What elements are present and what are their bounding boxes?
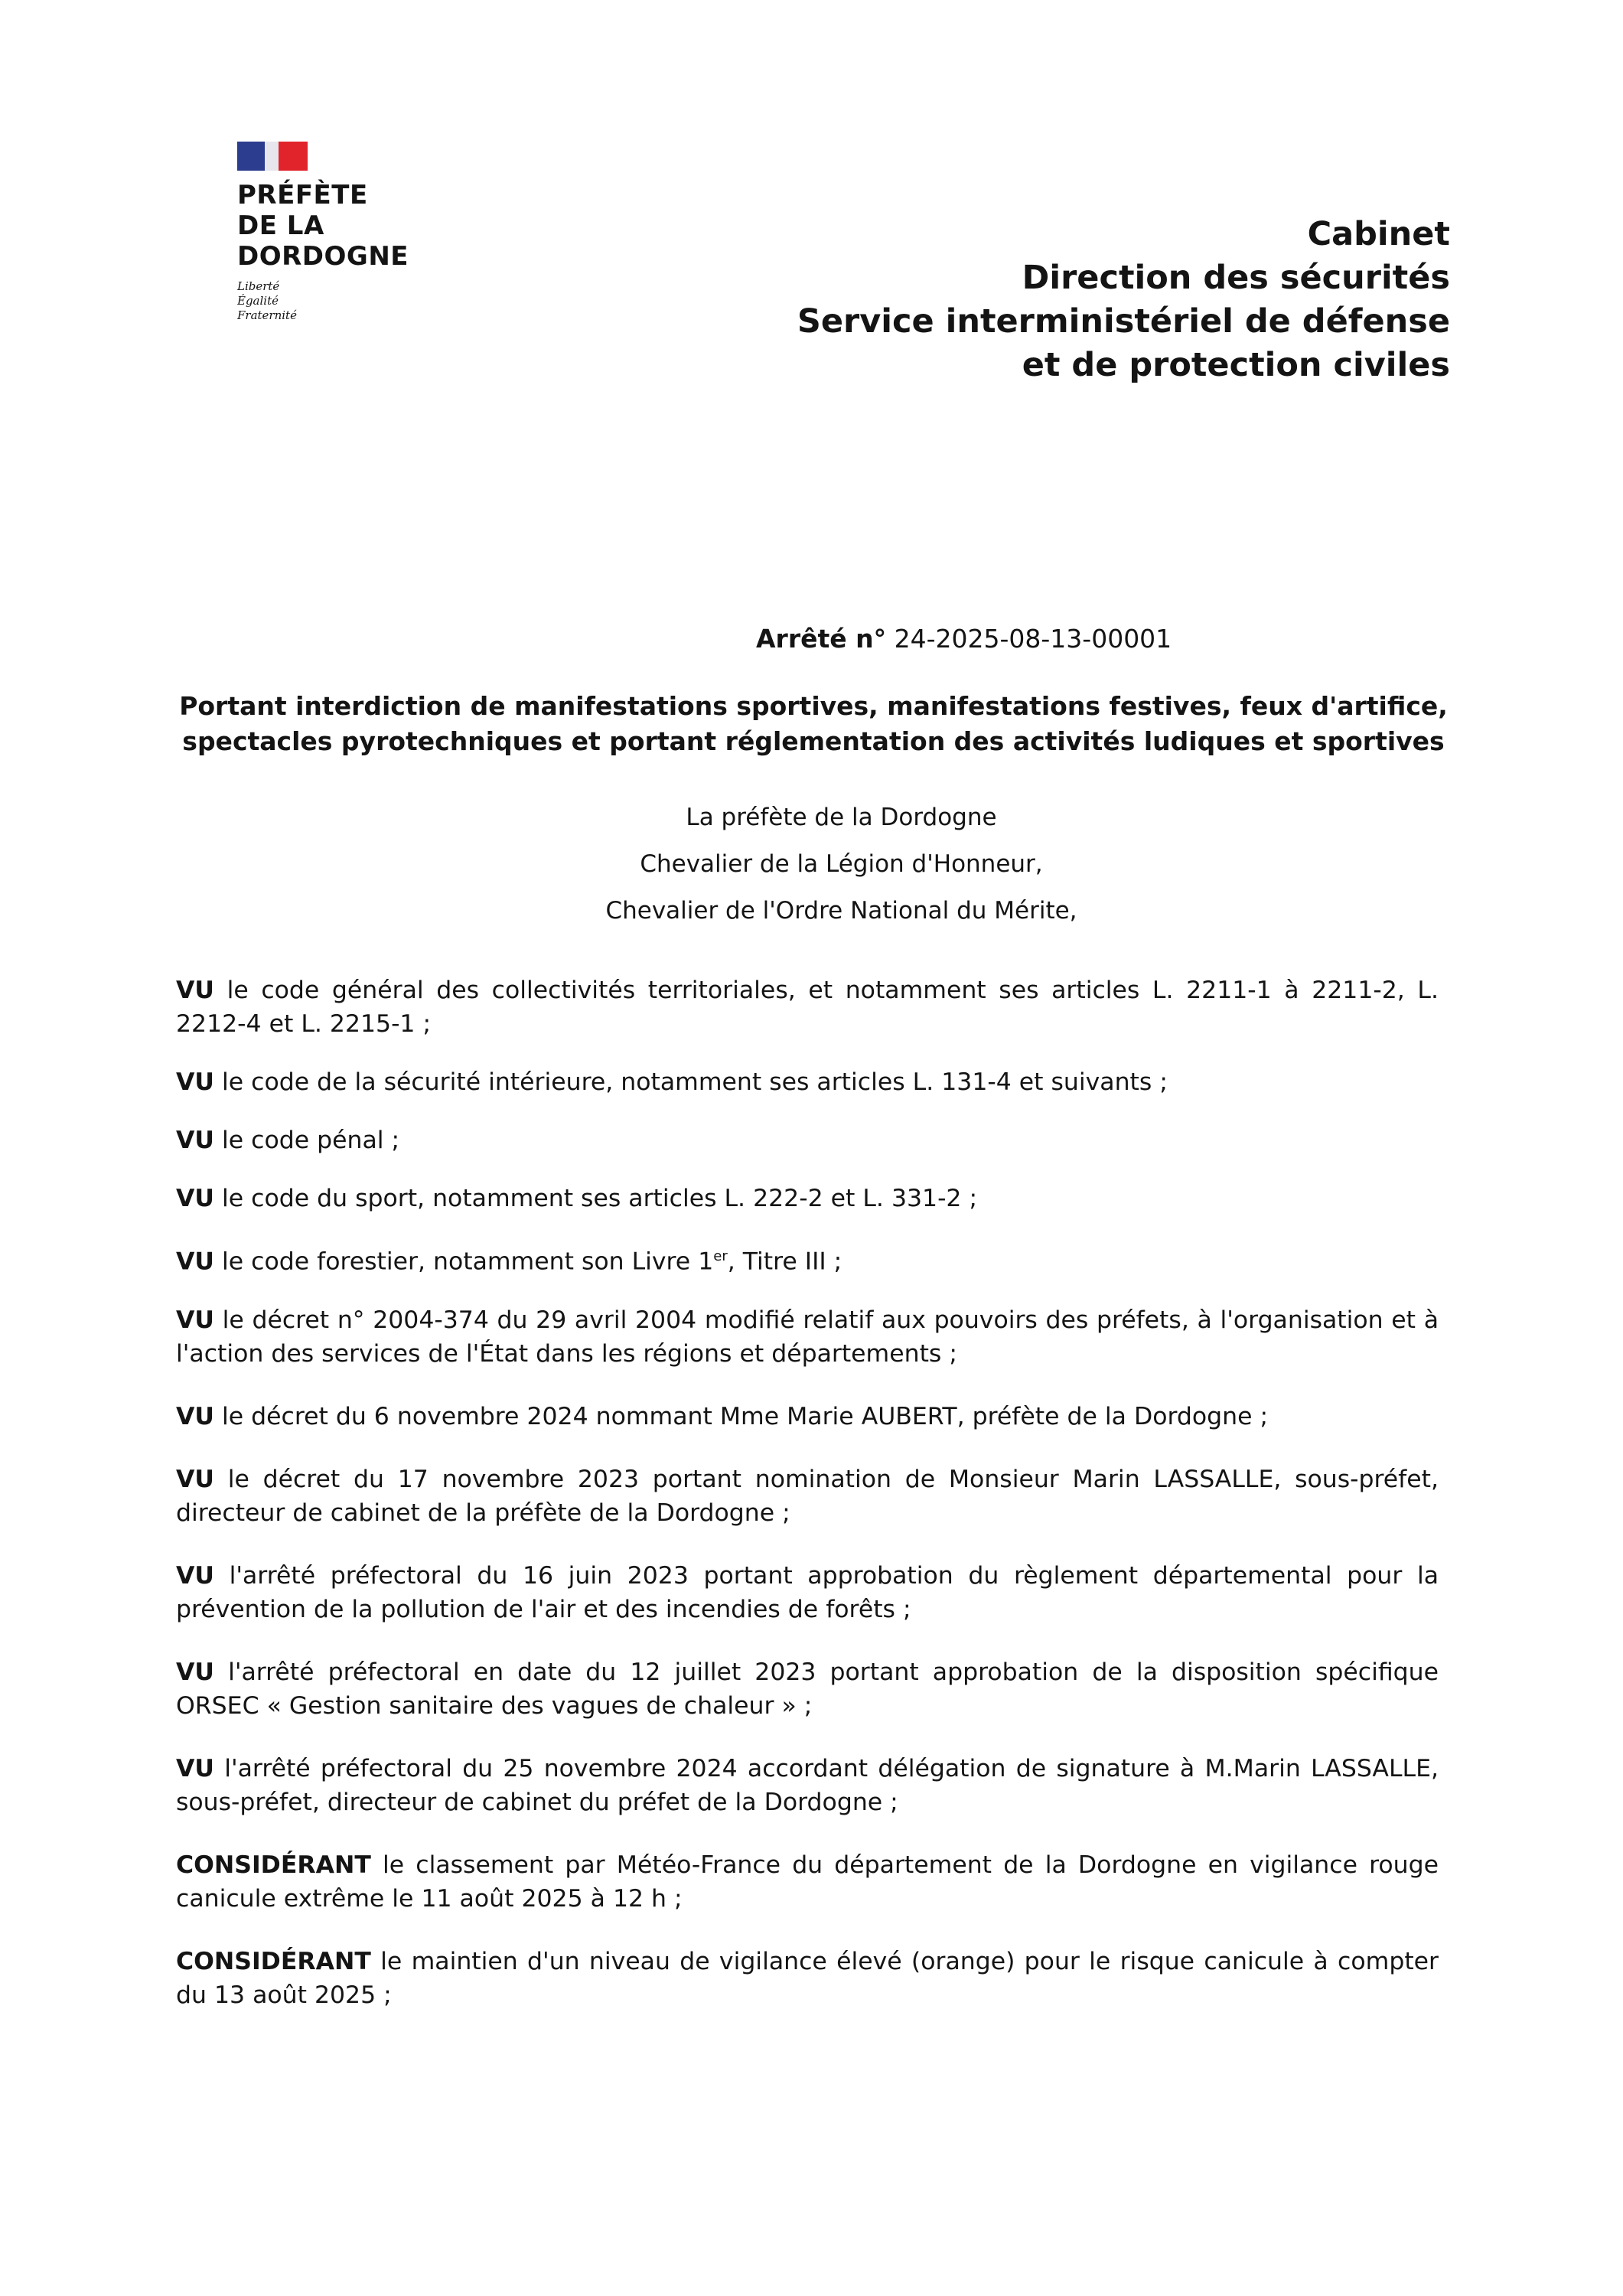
visa-text: l'arrêté préfectoral du 25 novembre 2024 accordant délégation de signature à M.Marin LASSALLE, sous-préfet, directeur de cabinet du préfet de la Dordogne ; xyxy=(176,1754,1439,1816)
prefect-titles xyxy=(0,794,1623,934)
visa-keyword: VU xyxy=(176,977,214,1004)
motto-egalite: Égalité xyxy=(237,294,279,308)
visa-keyword: VU xyxy=(176,1658,214,1686)
prefecture-logo xyxy=(237,142,409,323)
visa-paragraph xyxy=(176,1303,1439,1371)
visa-paragraph xyxy=(176,1400,1439,1433)
motto-fraternite: Fraternité xyxy=(237,308,297,322)
logo-line-1: PRÉFÈTE xyxy=(237,180,368,210)
considerant-paragraph xyxy=(176,1848,1439,1916)
visa-text: l'arrêté préfectoral en date du 12 juillet 2023 portant approbation de la disposition spécifique ORSEC « Gestion sanitaire des vagues de chaleur » ; xyxy=(176,1658,1439,1720)
service-line-2: Direction des sécurités xyxy=(1022,259,1450,297)
visa-text: l'arrêté préfectoral du 16 juin 2023 portant approbation du règlement départemental pour la prévention de la pollution de l'air et des incendies de forêts ; xyxy=(176,1561,1439,1623)
considerant-keyword: CONSIDÉRANT xyxy=(176,1851,371,1879)
visa-paragraph xyxy=(176,1559,1439,1626)
arrete-number: 24-2025-08-13-00001 xyxy=(894,624,1172,654)
visa-text: le code de la sécurité intérieure, notamment ses articles L. 131-4 et suivants ; xyxy=(221,1068,1168,1096)
logo-line-3: DORDOGNE xyxy=(237,241,409,272)
visa-text: le code du sport, notamment ses articles L. 222-2 et L. 331-2 ; xyxy=(221,1185,978,1212)
visa-paragraph xyxy=(176,1752,1439,1819)
visa-paragraph xyxy=(176,1240,1439,1279)
visa-text: le code général des collectivités territoriales, et notamment ses articles L. 2211-1 à 2211-2, L. 2212-4 et L. 2215-1 ; xyxy=(176,977,1439,1038)
visa-text: le décret n° 2004-374 du 29 avril 2004 modifié relatif aux pouvoirs des préfets, à l'organisation et à l'action des services de l'État dans les régions et départements ; xyxy=(176,1306,1439,1368)
visa-paragraph xyxy=(176,1124,1439,1157)
visa-keyword: VU xyxy=(176,1127,214,1154)
visa-paragraph xyxy=(176,1655,1439,1723)
marianne-flag-icon xyxy=(237,142,308,171)
visa-text: le code pénal ; xyxy=(221,1127,400,1154)
motto xyxy=(237,279,409,323)
considerant-text: le maintien d'un niveau de vigilance élevé (orange) pour le risque canicule à compter du 13 août 2025 ; xyxy=(176,1947,1439,2009)
visa-keyword: VU xyxy=(176,1068,214,1096)
logo-line-2: DE LA xyxy=(237,210,324,241)
visa-superscript: er xyxy=(713,1248,728,1264)
visa-keyword: VU xyxy=(176,1306,214,1334)
visa-keyword: VU xyxy=(176,1754,214,1782)
visa-paragraph xyxy=(176,1182,1439,1215)
visa-text: le code forestier, notamment son Livre 1 xyxy=(221,1247,714,1276)
subject-line-1: Portant interdiction de manifestations sportives, manifestations festives, feux d'artifice, xyxy=(179,691,1448,721)
service-line-3: Service interministériel de défense xyxy=(797,302,1450,341)
visa-keyword: VU xyxy=(176,1247,214,1276)
visa-text: le décret du 6 novembre 2024 nommant Mme Marie AUBERT, préfète de la Dordogne ; xyxy=(221,1402,1269,1430)
issuing-service xyxy=(797,213,1450,387)
visa-keyword: VU xyxy=(176,1561,214,1590)
considerant-paragraph xyxy=(176,1945,1439,2012)
arrete-subject xyxy=(176,689,1451,759)
title-line-2: Chevalier de la Légion d'Honneur, xyxy=(640,850,1043,878)
arrete-label: Arrêté n° xyxy=(756,624,887,654)
visa-paragraph xyxy=(176,1463,1439,1530)
visa-text: le décret du 17 novembre 2023 portant nomination de Monsieur Marin LASSALLE, sous-préfet, directeur de cabinet de la préfète de la Dordogne ; xyxy=(176,1465,1439,1527)
visa-keyword: VU xyxy=(176,1185,214,1212)
visas-list xyxy=(176,974,1439,2012)
title-line-1: La préfète de la Dordogne xyxy=(686,804,997,831)
visa-keyword: VU xyxy=(176,1402,214,1430)
title-line-3: Chevalier de l'Ordre National du Mérite, xyxy=(605,897,1077,925)
subject-line-2: spectacles pyrotechniques et portant réglementation des activités ludiques et sportives xyxy=(182,726,1445,756)
considerant-keyword: CONSIDÉRANT xyxy=(176,1947,371,1975)
service-line-1: Cabinet xyxy=(1307,215,1450,253)
service-line-4: et de protection civiles xyxy=(1022,346,1450,384)
visa-text: , Titre III ; xyxy=(727,1247,842,1276)
visa-paragraph xyxy=(176,1065,1439,1099)
visa-paragraph xyxy=(176,974,1439,1041)
visa-keyword: VU xyxy=(176,1465,214,1493)
considerant-text: le classement par Météo-France du département de la Dordogne en vigilance rouge canicule extrême le 11 août 2025 à 12 h ; xyxy=(176,1851,1439,1913)
motto-liberte: Liberté xyxy=(237,279,280,293)
